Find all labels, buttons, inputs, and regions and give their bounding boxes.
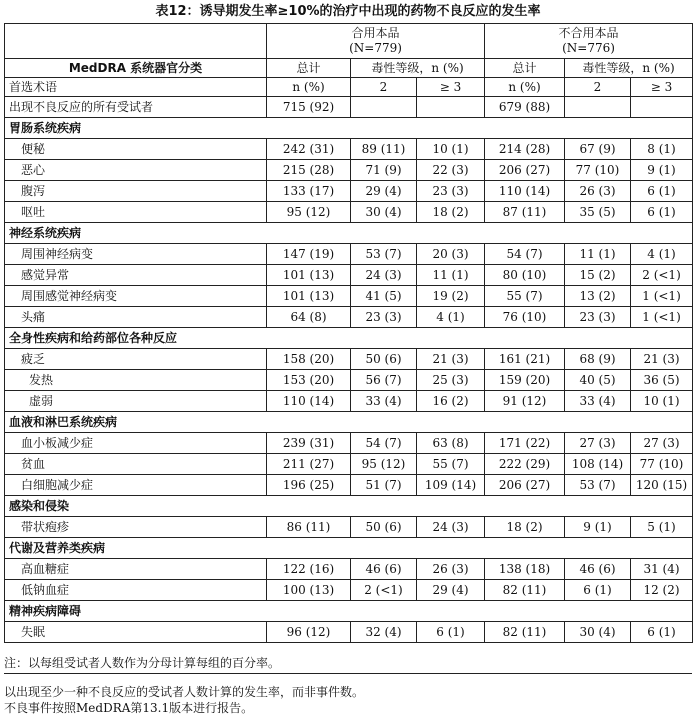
preferred-term: 贫血 xyxy=(5,454,267,475)
preferred-term: 虚弱 xyxy=(5,391,267,412)
table-row xyxy=(5,433,693,454)
group-b-value-cell: 138 (18) xyxy=(485,559,565,580)
group-b-value-cell: 6 (1) xyxy=(631,622,693,643)
table-row xyxy=(5,454,693,475)
pt-header: 首选术语 xyxy=(5,78,267,97)
group-a-value-cell: 54 (7) xyxy=(351,433,417,454)
group-a-value-cell: 26 (3) xyxy=(417,559,485,580)
preferred-term: 疲乏 xyxy=(5,349,267,370)
group-b-value-cell: 54 (7) xyxy=(485,244,565,265)
section-title: 血液和淋巴系统疾病 xyxy=(5,412,693,433)
preferred-term: 恶心 xyxy=(5,160,267,181)
group-b-value-cell: 6 (1) xyxy=(631,181,693,202)
section-row xyxy=(5,118,693,139)
preferred-term: 白细胞减少症 xyxy=(5,475,267,496)
group-b-value-cell: 77 (10) xyxy=(631,454,693,475)
table-row xyxy=(5,265,693,286)
group-a-value-cell: 96 (12) xyxy=(267,622,351,643)
group-b-value-cell: 31 (4) xyxy=(631,559,693,580)
table-row xyxy=(5,370,693,391)
group-b-value-cell: 159 (20) xyxy=(485,370,565,391)
group-a-value-cell: 20 (3) xyxy=(417,244,485,265)
group-b-value-cell: 4 (1) xyxy=(631,244,693,265)
group-a-value-cell: 50 (6) xyxy=(351,517,417,538)
group-b-value-cell: 26 (3) xyxy=(565,181,631,202)
table-row xyxy=(5,475,693,496)
section-title: 感染和侵染 xyxy=(5,496,693,517)
group-a-value-cell: 101 (13) xyxy=(267,286,351,307)
blank-header-cell xyxy=(5,24,267,59)
group-a-value-cell: 10 (1) xyxy=(417,139,485,160)
empty-cell xyxy=(631,97,693,118)
group-a-value-cell: 239 (31) xyxy=(267,433,351,454)
preferred-term: 高血糖症 xyxy=(5,559,267,580)
table-row xyxy=(5,244,693,265)
group-a-value-cell: 6 (1) xyxy=(417,622,485,643)
group-a-value-cell: 215 (28) xyxy=(267,160,351,181)
group-a-value-cell: 22 (3) xyxy=(417,160,485,181)
section-row xyxy=(5,412,693,433)
group-b-value-cell: 87 (11) xyxy=(485,202,565,223)
group-b-value-cell: 23 (3) xyxy=(565,307,631,328)
group-b-value-cell: 9 (1) xyxy=(631,160,693,181)
group-b-value-cell: 161 (21) xyxy=(485,349,565,370)
table-row xyxy=(5,181,693,202)
preferred-term: 发热 xyxy=(5,370,267,391)
table-row xyxy=(5,391,693,412)
preferred-term: 呕吐 xyxy=(5,202,267,223)
group-b-value-cell: 76 (10) xyxy=(485,307,565,328)
group-b-value-cell: 1 (<1) xyxy=(631,307,693,328)
group-a-value-cell: 41 (5) xyxy=(351,286,417,307)
group-a-value-cell: 133 (17) xyxy=(267,181,351,202)
group-a-name: 合用本品 xyxy=(351,26,400,40)
section-row xyxy=(5,601,693,622)
group-b-grade3-header: ≥ 3 xyxy=(631,78,693,97)
empty-cell xyxy=(417,97,485,118)
group-b-value-cell: 67 (9) xyxy=(565,139,631,160)
group-b-value-cell: 82 (11) xyxy=(485,580,565,601)
table-row xyxy=(5,559,693,580)
group-a-value-cell: 109 (14) xyxy=(417,475,485,496)
group-a-value-cell: 25 (3) xyxy=(417,370,485,391)
table-row xyxy=(5,139,693,160)
section-row xyxy=(5,223,693,244)
section-title: 胃肠系统疾病 xyxy=(5,118,693,139)
preferred-term: 低钠血症 xyxy=(5,580,267,601)
group-a-value-cell: 50 (6) xyxy=(351,349,417,370)
group-b-value-cell: 10 (1) xyxy=(631,391,693,412)
empty-cell xyxy=(351,97,417,118)
group-b-value-cell: 5 (1) xyxy=(631,517,693,538)
group-b-value-cell: 21 (3) xyxy=(631,349,693,370)
table-row xyxy=(5,286,693,307)
all-subjects-label: 出现不良反应的所有受试者 xyxy=(5,97,267,118)
group-b-value-cell: 55 (7) xyxy=(485,286,565,307)
group-b-value-cell: 206 (27) xyxy=(485,160,565,181)
preferred-term: 周围神经病变 xyxy=(5,244,267,265)
preferred-term: 便秘 xyxy=(5,139,267,160)
group-a-value-cell: 29 (4) xyxy=(351,181,417,202)
group-a-value-cell: 63 (8) xyxy=(417,433,485,454)
table-row xyxy=(5,349,693,370)
column-header-row xyxy=(5,59,693,78)
group-a-grade2-header: 2 xyxy=(351,78,417,97)
group-b-value-cell: 9 (1) xyxy=(565,517,631,538)
group-a-grade3-header: ≥ 3 xyxy=(417,78,485,97)
group-b-value-cell: 27 (3) xyxy=(565,433,631,454)
group-b-header xyxy=(485,24,693,59)
section-row xyxy=(5,328,693,349)
group-a-value-cell: 100 (13) xyxy=(267,580,351,601)
group-b-value-cell: 11 (1) xyxy=(565,244,631,265)
preferred-term: 带状疱疹 xyxy=(5,517,267,538)
table-title: 表12：诱导期发生率≥10%的治疗中出现的药物不良反应的发生率 xyxy=(155,4,541,19)
section-row xyxy=(5,496,693,517)
empty-cell xyxy=(565,97,631,118)
group-a-n: (N=779) xyxy=(349,41,402,55)
all-subjects-row xyxy=(5,97,693,118)
section-title: 全身性疾病和给药部位各种反应 xyxy=(5,328,693,349)
table-row xyxy=(5,580,693,601)
table-row xyxy=(5,517,693,538)
group-a-value-cell: 24 (3) xyxy=(417,517,485,538)
group-a-grade-header: 毒性等级，n (%) xyxy=(351,59,485,78)
adverse-reaction-table xyxy=(4,23,693,643)
group-b-grade2-header: 2 xyxy=(565,78,631,97)
group-a-value-cell: 32 (4) xyxy=(351,622,417,643)
group-a-value-cell: 2 (<1) xyxy=(351,580,417,601)
group-b-value-cell: 27 (3) xyxy=(631,433,693,454)
preferred-term: 血小板减少症 xyxy=(5,433,267,454)
section-title: 代谢及营养类疾病 xyxy=(5,538,693,559)
section-row xyxy=(5,538,693,559)
group-b-value-cell: 40 (5) xyxy=(565,370,631,391)
group-b-value-cell: 214 (28) xyxy=(485,139,565,160)
group-a-value-cell: 211 (27) xyxy=(267,454,351,475)
note-line: 不良事件按照MedDRA第13.1版本进行报告。 xyxy=(4,701,254,715)
group-a-value-cell: 21 (3) xyxy=(417,349,485,370)
group-a-value-cell: 95 (12) xyxy=(267,202,351,223)
table-row xyxy=(5,622,693,643)
group-b-value-cell: 53 (7) xyxy=(565,475,631,496)
group-a-value-cell: 56 (7) xyxy=(351,370,417,391)
group-b-value-cell: 6 (1) xyxy=(631,202,693,223)
all-subjects-a-total: 715 (92) xyxy=(267,97,351,118)
group-header-row xyxy=(5,24,693,59)
group-a-value-cell: 23 (3) xyxy=(417,181,485,202)
group-b-value-cell: 36 (5) xyxy=(631,370,693,391)
soc-header: MedDRA 系统器官分类 xyxy=(5,59,267,78)
note-line: 注：以每组受试者人数作为分母计算每组的百分率。 xyxy=(4,655,692,674)
group-a-value-cell: 29 (4) xyxy=(417,580,485,601)
group-a-value-cell: 23 (3) xyxy=(351,307,417,328)
group-a-value-cell: 18 (2) xyxy=(417,202,485,223)
group-a-value-cell: 64 (8) xyxy=(267,307,351,328)
group-a-value-cell: 242 (31) xyxy=(267,139,351,160)
subheader-row xyxy=(5,78,693,97)
group-a-value-cell: 153 (20) xyxy=(267,370,351,391)
group-b-value-cell: 68 (9) xyxy=(565,349,631,370)
group-b-value-cell: 171 (22) xyxy=(485,433,565,454)
group-b-npct-header: n (%) xyxy=(485,78,565,97)
note-line: 以出现至少一种不良反应的受试者人数计算的发生率，而非事件数。 xyxy=(4,685,365,699)
group-b-value-cell: 108 (14) xyxy=(565,454,631,475)
group-a-value-cell: 30 (4) xyxy=(351,202,417,223)
group-b-value-cell: 8 (1) xyxy=(631,139,693,160)
group-b-value-cell: 12 (2) xyxy=(631,580,693,601)
group-b-name: 不合用本品 xyxy=(558,26,619,40)
group-b-value-cell: 206 (27) xyxy=(485,475,565,496)
group-b-value-cell: 15 (2) xyxy=(565,265,631,286)
group-a-value-cell: 24 (3) xyxy=(351,265,417,286)
table-row xyxy=(5,160,693,181)
group-b-value-cell: 18 (2) xyxy=(485,517,565,538)
group-a-value-cell: 196 (25) xyxy=(267,475,351,496)
group-a-value-cell: 147 (19) xyxy=(267,244,351,265)
group-a-value-cell: 158 (20) xyxy=(267,349,351,370)
group-b-value-cell: 82 (11) xyxy=(485,622,565,643)
table-row xyxy=(5,307,693,328)
group-b-value-cell: 30 (4) xyxy=(565,622,631,643)
group-b-n: (N=776) xyxy=(562,41,615,55)
group-b-value-cell: 120 (15) xyxy=(631,475,693,496)
group-b-value-cell: 46 (6) xyxy=(565,559,631,580)
group-a-value-cell: 16 (2) xyxy=(417,391,485,412)
group-a-value-cell: 33 (4) xyxy=(351,391,417,412)
group-a-value-cell: 46 (6) xyxy=(351,559,417,580)
group-a-value-cell: 101 (13) xyxy=(267,265,351,286)
group-b-value-cell: 80 (10) xyxy=(485,265,565,286)
group-a-npct-header: n (%) xyxy=(267,78,351,97)
group-a-value-cell: 71 (9) xyxy=(351,160,417,181)
group-b-value-cell: 77 (10) xyxy=(565,160,631,181)
all-subjects-b-total: 679 (88) xyxy=(485,97,565,118)
group-b-value-cell: 33 (4) xyxy=(565,391,631,412)
preferred-term: 感觉异常 xyxy=(5,265,267,286)
group-b-value-cell: 1 (<1) xyxy=(631,286,693,307)
group-b-value-cell: 91 (12) xyxy=(485,391,565,412)
section-title: 精神疾病障碍 xyxy=(5,601,693,622)
group-a-value-cell: 86 (11) xyxy=(267,517,351,538)
group-a-value-cell: 19 (2) xyxy=(417,286,485,307)
group-b-value-cell: 13 (2) xyxy=(565,286,631,307)
group-a-value-cell: 55 (7) xyxy=(417,454,485,475)
group-b-value-cell: 35 (5) xyxy=(565,202,631,223)
table-notes xyxy=(4,655,692,716)
group-a-total-header: 总计 xyxy=(267,59,351,78)
group-b-value-cell: 222 (29) xyxy=(485,454,565,475)
preferred-term: 周围感觉神经病变 xyxy=(5,286,267,307)
group-a-value-cell: 122 (16) xyxy=(267,559,351,580)
group-a-value-cell: 51 (7) xyxy=(351,475,417,496)
preferred-term: 头痛 xyxy=(5,307,267,328)
group-b-total-header: 总计 xyxy=(485,59,565,78)
group-b-grade-header: 毒性等级，n (%) xyxy=(565,59,693,78)
group-a-header xyxy=(267,24,485,59)
group-a-value-cell: 4 (1) xyxy=(417,307,485,328)
group-a-value-cell: 95 (12) xyxy=(351,454,417,475)
group-b-value-cell: 2 (<1) xyxy=(631,265,693,286)
group-a-value-cell: 11 (1) xyxy=(417,265,485,286)
group-a-value-cell: 53 (7) xyxy=(351,244,417,265)
group-b-value-cell: 110 (14) xyxy=(485,181,565,202)
preferred-term: 腹泻 xyxy=(5,181,267,202)
table-row xyxy=(5,202,693,223)
section-title: 神经系统疾病 xyxy=(5,223,693,244)
group-a-value-cell: 110 (14) xyxy=(267,391,351,412)
group-b-value-cell: 6 (1) xyxy=(565,580,631,601)
preferred-term: 失眠 xyxy=(5,622,267,643)
group-a-value-cell: 89 (11) xyxy=(351,139,417,160)
